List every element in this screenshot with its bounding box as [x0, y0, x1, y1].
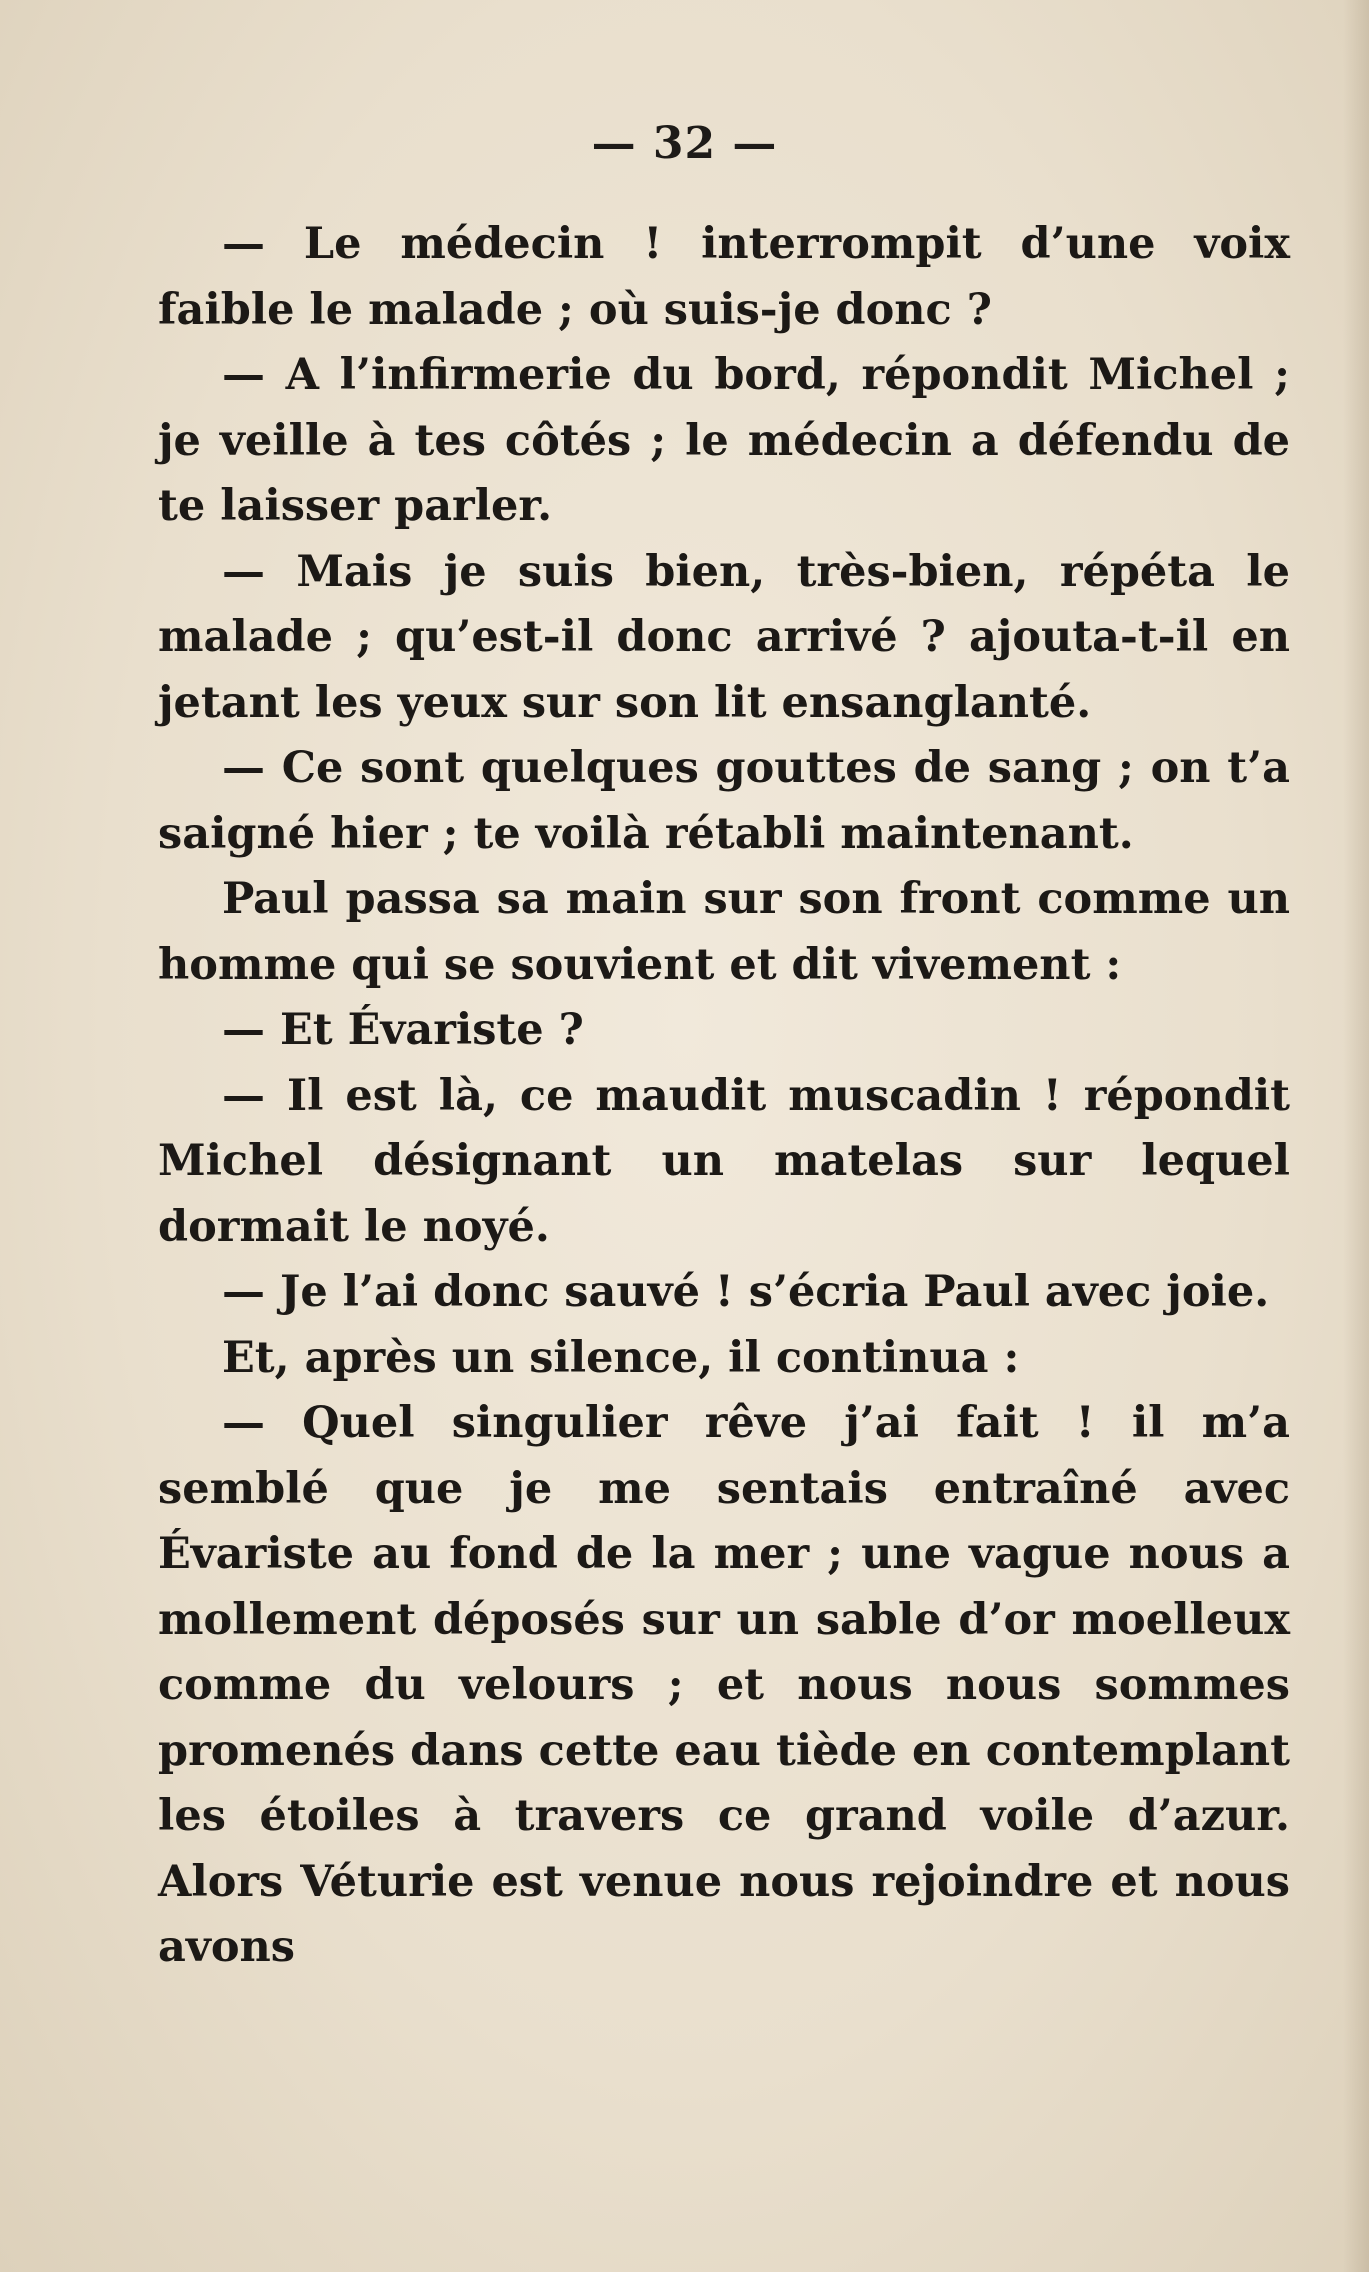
body-text — [158, 212, 1290, 1981]
paragraph: — Quel singulier rêve j’ai fait ! il m’a semblé que je me sentais entraîné avec Évariste au fond de la mer ; une vague nous a mollement déposés sur un sable d’or moelleux comme du velours ; et nous nous sommes promenés dans cette eau tiède en contemplant les étoiles à travers ce grand voile d’azur. Alors Véturie est venue nous rejoindre et nous avons — [158, 1398, 1290, 1972]
page-edge-shadow — [1343, 0, 1369, 2272]
paragraph: — Mais je suis bien, très-bien, répéta le malade ; qu’est-il donc arrivé ? ajouta-t-il en jetant les yeux sur son lit ensanglanté. — [158, 546, 1290, 728]
paragraph: Paul passa sa main sur son front comme un homme qui se souvient et dit vivement : — [158, 874, 1290, 990]
paragraph: — Je l’ai donc sauvé ! s’écria Paul avec joie. — [222, 1267, 1270, 1317]
paragraph: — Le médecin ! interrompit d’une voix faible le malade ; où suis-je donc ? — [158, 219, 1290, 335]
paragraph: — Il est là, ce maudit muscadin ! répondit Michel désignant un matelas sur lequel dormait le noyé. — [158, 1070, 1290, 1252]
paragraph: Et, après un silence, il continua : — [222, 1332, 1020, 1383]
paragraph: — Ce sont quelques gouttes de sang ; on t’a saigné hier ; te voilà rétabli maintenant. — [158, 743, 1290, 859]
paragraph: — A l’infirmerie du bord, répondit Michel ; je veille à tes côtés ; le médecin a défendu de te laisser parler. — [158, 350, 1290, 531]
page-number: — 32 — — [591, 118, 778, 169]
paragraph: — Et Évariste ? — [222, 1005, 584, 1055]
